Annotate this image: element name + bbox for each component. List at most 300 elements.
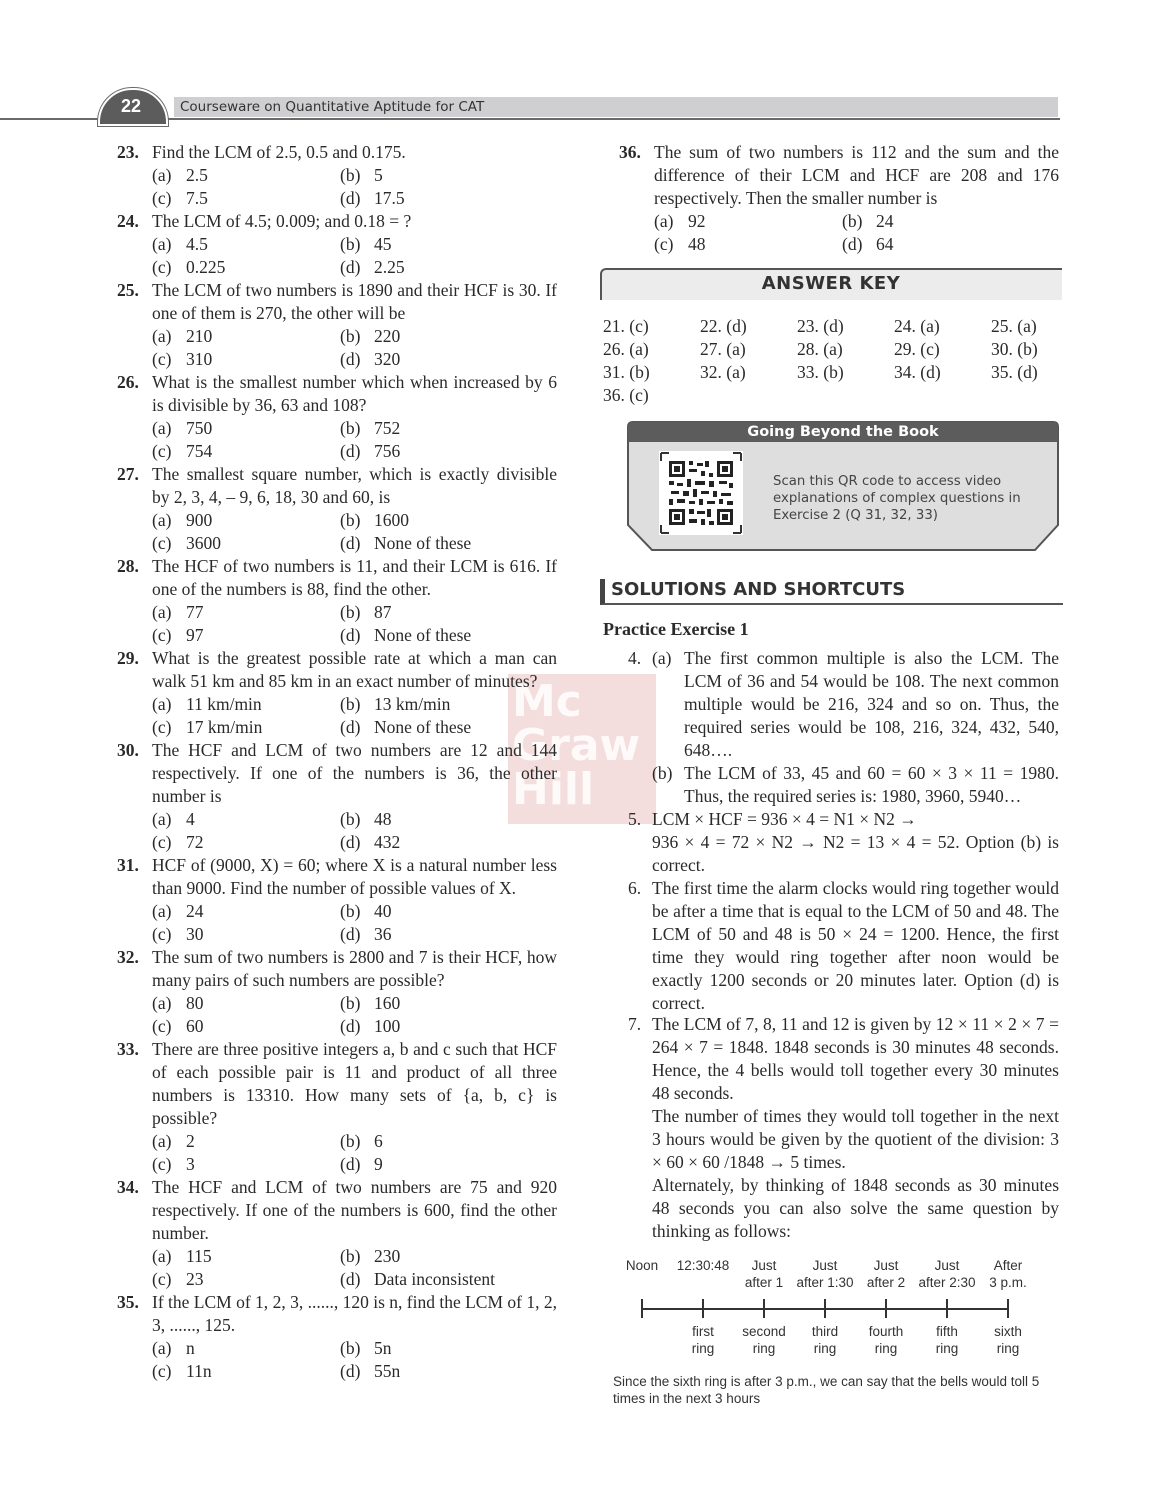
option-label: (b) — [340, 1338, 361, 1358]
question-text: What is the greatest possible rate at which a man can walk 51 km and 85 km in an exact number of minutes? — [152, 648, 557, 691]
solution-part-label: (a) — [652, 648, 672, 668]
option-b[interactable] — [340, 1245, 557, 1268]
option-value: 97 — [186, 625, 204, 645]
watermark-line: Mc — [512, 676, 582, 727]
answer-key-entry: 32. (a) — [700, 362, 746, 382]
option-d[interactable] — [340, 923, 557, 946]
option-value: 24 — [876, 211, 894, 231]
option-d[interactable] — [340, 1268, 557, 1291]
option-value: 160 — [374, 993, 401, 1013]
question-text: Find the LCM of 2.5, 0.5 and 0.175. — [152, 142, 406, 162]
time-line1: Just — [934, 1258, 960, 1273]
option-value: 64 — [876, 234, 894, 254]
timeline-tick — [702, 1299, 704, 1318]
option-c[interactable] — [152, 187, 340, 210]
option-value: 48 — [374, 809, 392, 829]
option-label: (a) — [152, 1131, 172, 1151]
time-line2: after 1 — [744, 1275, 784, 1290]
option-value: n — [186, 1338, 195, 1358]
option-c[interactable] — [152, 440, 340, 463]
option-a[interactable] — [654, 210, 842, 233]
answer-key-entry: 30. (b) — [991, 339, 1038, 359]
option-label: (d) — [340, 1016, 361, 1036]
option-a[interactable] — [152, 1130, 340, 1153]
option-value: 92 — [688, 211, 706, 231]
option-b[interactable] — [340, 1337, 557, 1360]
option-label: (b) — [340, 1246, 361, 1266]
option-label: (c) — [152, 349, 172, 369]
question-text: The HCF and LCM of two numbers are 75 and 920 respectively. If one of the numbers is 600, find the other number. — [152, 1177, 557, 1243]
question-options — [152, 233, 557, 279]
ring-line2: ring — [813, 1341, 837, 1356]
option-value: 4 — [186, 809, 195, 829]
option-label: (b) — [340, 418, 361, 438]
option-label: (b) — [340, 234, 361, 254]
question-options — [152, 509, 557, 555]
answer-key-entry: 21. (c) — [603, 316, 649, 336]
question-item — [117, 210, 557, 279]
going-beyond-box — [627, 421, 1059, 551]
question-text: The LCM of two numbers is 1890 and their HCF is 30. If one of them is 270, the other will be — [152, 280, 557, 323]
option-value: 17 km/min — [186, 717, 263, 737]
option-label: (c) — [152, 257, 172, 277]
option-label: (a) — [152, 510, 172, 530]
option-label: (a) — [152, 993, 172, 1013]
option-value: 45 — [374, 234, 392, 254]
option-a[interactable] — [152, 1337, 340, 1360]
question-number: 26. — [117, 372, 139, 392]
solution-line: 936 × 4 = 72 × N2 → N2 = 13 × 4 = 52. Option (b) is correct. — [652, 832, 1059, 875]
option-label: (c) — [152, 533, 172, 553]
option-a[interactable] — [152, 900, 340, 923]
option-label: (c) — [152, 441, 172, 461]
option-label: (d) — [340, 257, 361, 277]
question-item — [117, 647, 557, 739]
question-options — [152, 601, 557, 647]
option-c[interactable] — [152, 256, 340, 279]
option-value: None of these — [374, 717, 472, 737]
question-text: The sum of two numbers is 2800 and 7 is their HCF, how many pairs of such numbers are possible? — [152, 947, 557, 990]
option-value: 48 — [688, 234, 706, 254]
option-label: (c) — [152, 832, 172, 852]
option-a[interactable] — [152, 601, 340, 624]
solution-part-text: The LCM of 33, 45 and 60 = 60 × 3 × 11 = 1980. Thus, the required series is: 1980, 3960, 5940… — [684, 763, 1059, 806]
option-label: (c) — [152, 924, 172, 944]
option-value: 60 — [186, 1016, 204, 1036]
option-label: (c) — [152, 188, 172, 208]
option-c[interactable] — [152, 1360, 340, 1383]
book-title: Courseware on Quantitative Aptitude for CAT — [180, 99, 485, 115]
question-options — [152, 1245, 557, 1291]
option-value: 310 — [186, 349, 213, 369]
ring-line2: ring — [691, 1341, 715, 1356]
question-text: The HCF of two numbers is 11, and their LCM is 616. If one of the numbers is 88, find the other. — [152, 556, 557, 599]
solution-line: LCM × HCF = 936 × 4 = N1 × N2 → — [652, 809, 917, 829]
option-value: 23 — [186, 1269, 204, 1289]
solution-4b — [652, 762, 1059, 808]
option-d[interactable] — [340, 532, 557, 555]
answer-key-entry: 27. (a) — [700, 339, 746, 359]
solution-number: 4. — [628, 648, 642, 668]
option-label: (d) — [340, 188, 361, 208]
option-label: (a) — [152, 326, 172, 346]
practice-exercise-title: Practice Exercise 1 — [603, 619, 749, 639]
option-label: (b) — [340, 901, 361, 921]
option-value: 7.5 — [186, 188, 208, 208]
question-text: HCF of (9000, X) = 60; where X is a natural number less than 9000. Find the number of possible values of X. — [152, 855, 557, 898]
option-value: 754 — [186, 441, 213, 461]
option-c[interactable] — [152, 831, 340, 854]
option-value: 432 — [374, 832, 401, 852]
question-item — [117, 946, 557, 1038]
ring-line1: fifth — [936, 1324, 958, 1339]
question-number: 25. — [117, 280, 139, 300]
option-a[interactable] — [152, 509, 340, 532]
option-b[interactable] — [340, 417, 557, 440]
question-options — [654, 210, 1059, 256]
solution-paragraph: Alternately, by thinking of 1848 seconds as 30 minutes 48 seconds you can also solve the same question by thinking as follows: — [652, 1175, 1059, 1241]
option-b[interactable] — [340, 325, 557, 348]
option-label: (a) — [152, 694, 172, 714]
time-line2: after 2 — [866, 1275, 906, 1290]
option-value: 220 — [374, 326, 401, 346]
option-b[interactable] — [340, 509, 557, 532]
option-value: 210 — [186, 326, 213, 346]
option-d[interactable] — [340, 831, 557, 854]
option-value: 36 — [374, 924, 392, 944]
option-a[interactable] — [152, 164, 340, 187]
answer-key-entry: 28. (a) — [797, 339, 843, 359]
option-value: 752 — [374, 418, 401, 438]
time-line2: after 1:30 — [796, 1275, 854, 1290]
option-label: (c) — [152, 1361, 172, 1381]
ring-line1: second — [742, 1324, 786, 1339]
option-c[interactable] — [152, 1268, 340, 1291]
question-options — [152, 1337, 557, 1383]
option-b[interactable] — [340, 233, 557, 256]
question-options — [152, 325, 557, 371]
option-label: (d) — [842, 234, 863, 254]
option-label: (c) — [152, 1269, 172, 1289]
solution-5 — [628, 808, 1059, 877]
question-item — [117, 854, 557, 946]
option-c[interactable] — [152, 1015, 340, 1038]
question-item — [117, 463, 557, 555]
question-number: 33. — [117, 1039, 139, 1059]
option-d[interactable] — [340, 716, 557, 739]
question-text: The LCM of 4.5; 0.009; and 0.18 = ? — [152, 211, 412, 231]
option-value: 80 — [186, 993, 204, 1013]
answer-key-entry: 33. (b) — [797, 362, 844, 382]
option-value: 0.225 — [186, 257, 226, 277]
option-value: 2.25 — [374, 257, 405, 277]
option-value: 5n — [374, 1338, 392, 1358]
question-number: 23. — [117, 142, 139, 162]
option-label: (d) — [340, 924, 361, 944]
time-line1: Noon — [625, 1258, 659, 1273]
page-number: 22 — [120, 96, 142, 116]
time-line1: Just — [873, 1258, 899, 1273]
option-label: (b) — [340, 694, 361, 714]
option-d[interactable] — [842, 233, 1059, 256]
option-label: (a) — [152, 809, 172, 829]
option-value: 72 — [186, 832, 204, 852]
question-number: 36. — [619, 142, 641, 162]
option-label: (c) — [654, 234, 674, 254]
option-b[interactable] — [340, 808, 557, 831]
option-value: 87 — [374, 602, 392, 622]
option-value: 2 — [186, 1131, 195, 1151]
ring-line1: first — [692, 1324, 714, 1339]
option-value: 9 — [374, 1154, 383, 1174]
solution-paragraph: The number of times they would toll together in the next 3 hours would be given by the quotient of the division: 3 × 60 × 60 /1848 → 5 times. — [652, 1106, 1059, 1172]
solution-part-text: The first common multiple is also the LCM. The LCM of 36 and 54 would be 108. The next common multiple would be 216, 324 and so on. Thus, the required series would be 108, 216, 324, 432, 540, 648…. — [684, 648, 1059, 760]
question-options — [152, 1130, 557, 1176]
option-label: (b) — [340, 809, 361, 829]
option-b[interactable] — [842, 210, 1059, 233]
watermark-line: Hill — [512, 764, 595, 815]
option-value: 756 — [374, 441, 401, 461]
question-number: 34. — [117, 1177, 139, 1197]
time-line1: After — [993, 1258, 1023, 1273]
question-number: 24. — [117, 211, 139, 231]
timeline-tick — [885, 1299, 887, 1318]
timeline-tick — [824, 1299, 826, 1318]
option-label: (b) — [842, 211, 863, 231]
option-label: (a) — [152, 1338, 172, 1358]
option-d[interactable] — [340, 348, 557, 371]
solution-number: 6. — [628, 878, 642, 898]
answer-key-entry: 26. (a) — [603, 339, 649, 359]
option-label: (c) — [152, 1016, 172, 1036]
question-text: If the LCM of 1, 2, 3, ......, 120 is n, find the LCM of 1, 2, 3, ......, 125. — [152, 1292, 557, 1335]
answer-key-entry: 23. (d) — [797, 316, 844, 336]
option-label: (a) — [654, 211, 674, 231]
option-value: 320 — [374, 349, 401, 369]
question-text: The HCF and LCM of two numbers are 12 and 144 respectively. If one of the numbers is 36, the other number is — [152, 740, 557, 806]
option-label: (a) — [152, 602, 172, 622]
option-c[interactable] — [152, 1153, 340, 1176]
time-line1: 12:30:48 — [676, 1258, 730, 1273]
option-value: 230 — [374, 1246, 401, 1266]
option-b[interactable] — [340, 1130, 557, 1153]
option-a[interactable] — [152, 417, 340, 440]
solution-4a — [652, 647, 1059, 762]
time-line2: after 2:30 — [918, 1275, 976, 1290]
option-c[interactable] — [152, 716, 340, 739]
option-label: (d) — [340, 441, 361, 461]
ring-line2: ring — [752, 1341, 776, 1356]
option-a[interactable] — [152, 808, 340, 831]
option-label: (b) — [340, 602, 361, 622]
question-item — [117, 279, 557, 371]
timeline-time-label — [968, 1257, 1048, 1291]
question-number: 32. — [117, 947, 139, 967]
questions-right-column — [619, 141, 1059, 256]
question-number: 28. — [117, 556, 139, 576]
option-a[interactable] — [152, 693, 340, 716]
option-d[interactable] — [340, 1360, 557, 1383]
option-value: None of these — [374, 533, 472, 553]
solutions-title: SOLUTIONS AND SHORTCUTS — [611, 579, 906, 600]
answer-key-entry: 31. (b) — [603, 362, 650, 382]
solution-text: The first time the alarm clocks would ring together would be after a time that is equal to the LCM of 50 and 48. The LCM of 50 and 48 is 50 × 24 = 1200. Hence, the first time they would ring together after noon would be exactly 1200 seconds or 20 minutes later. Option (d) is correct. — [652, 878, 1059, 1013]
option-label: (d) — [340, 1269, 361, 1289]
answer-key-entry: 24. (a) — [894, 316, 940, 336]
time-line2: 3 p.m. — [989, 1275, 1027, 1290]
question-options — [152, 693, 557, 739]
option-a[interactable] — [152, 992, 340, 1015]
timeline-tick — [641, 1299, 643, 1318]
question-item — [117, 1038, 557, 1176]
timeline-tick — [763, 1299, 765, 1318]
time-line1: Just — [812, 1258, 838, 1273]
option-label: (a) — [152, 165, 172, 185]
question-options — [152, 900, 557, 946]
timeline-tick — [1007, 1299, 1009, 1318]
question-options — [152, 417, 557, 463]
option-a[interactable] — [152, 1245, 340, 1268]
option-label: (c) — [152, 1154, 172, 1174]
timeline-ring-label — [968, 1323, 1048, 1357]
watermark-line: Graw — [512, 720, 641, 771]
option-value: 13 km/min — [374, 694, 451, 714]
question-item — [117, 739, 557, 854]
option-label: (b) — [340, 1131, 361, 1151]
questions-left-column — [117, 141, 557, 1383]
question-item — [117, 1291, 557, 1383]
solution-4 — [628, 647, 1059, 808]
option-value: 4.5 — [186, 234, 208, 254]
option-d[interactable] — [340, 1015, 557, 1038]
solution-part-label: (b) — [652, 763, 673, 783]
option-value: 1600 — [374, 510, 409, 530]
question-item — [117, 1176, 557, 1291]
question-item — [117, 141, 557, 210]
question-number: 29. — [117, 648, 139, 668]
option-a[interactable] — [152, 233, 340, 256]
option-label: (b) — [340, 993, 361, 1013]
option-value: 115 — [186, 1246, 212, 1266]
question-text: What is the smallest number which when increased by 6 is divisible by 36, 63 and 108? — [152, 372, 557, 415]
option-value: 40 — [374, 901, 392, 921]
option-value: 5 — [374, 165, 383, 185]
option-label: (b) — [340, 165, 361, 185]
option-label: (b) — [340, 510, 361, 530]
ring-line1: fourth — [868, 1324, 904, 1339]
option-b[interactable] — [340, 900, 557, 923]
option-d[interactable] — [340, 187, 557, 210]
answer-key-entry: 25. (a) — [991, 316, 1037, 336]
option-value: 30 — [186, 924, 204, 944]
going-beyond-title: Going Beyond the Book — [747, 424, 939, 440]
option-value: 6 — [374, 1131, 383, 1151]
bell-timeline-diagram — [600, 1255, 1060, 1415]
answer-key-entry: 34. (d) — [894, 362, 941, 382]
option-value: 77 — [186, 602, 204, 622]
question-number: 31. — [117, 855, 139, 875]
qr-code-icon[interactable] — [659, 451, 743, 535]
solution-paragraph: The LCM of 7, 8, 11 and 12 is given by 12 × 11 × 2 × 7 = 264 × 7 = 1848. 1848 seconds is 30 minutes 48 seconds. Hence, the 4 bells would toll together every 30 minutes 48 seconds. — [652, 1014, 1059, 1103]
question-options — [152, 164, 557, 210]
option-label: (b) — [340, 326, 361, 346]
solution-6 — [628, 877, 1059, 1015]
ring-line1: sixth — [994, 1324, 1022, 1339]
option-value: 55n — [374, 1361, 401, 1381]
option-label: (c) — [152, 625, 172, 645]
question-text: The sum of two numbers is 112 and the sum and the difference of their LCM and HCF are 208 and 176 respectively. Then the smaller number is — [654, 142, 1059, 208]
solution-number: 7. — [628, 1014, 642, 1034]
option-a[interactable] — [152, 325, 340, 348]
option-c[interactable] — [152, 923, 340, 946]
question-text: The smallest square number, which is exactly divisible by 2, 3, 4, – 9, 6, 18, 30 and 60, is — [152, 464, 557, 507]
answer-key-entry: 29. (c) — [894, 339, 940, 359]
option-label: (a) — [152, 1246, 172, 1266]
option-d[interactable] — [340, 1153, 557, 1176]
option-value: Data inconsistent — [374, 1269, 496, 1289]
option-label: (a) — [152, 234, 172, 254]
ring-line2: ring — [996, 1341, 1020, 1356]
option-value: 900 — [186, 510, 213, 530]
option-value: 2.5 — [186, 165, 208, 185]
answer-key-entry: 36. (c) — [603, 385, 649, 405]
question-text: There are three positive integers a, b and c such that HCF of each possible pair is 11 and product of all three numbers is 13310. How many sets of {a, b, c} is possible? — [152, 1039, 557, 1128]
time-line1: Just — [751, 1258, 777, 1273]
question-item — [619, 141, 1059, 256]
question-number: 35. — [117, 1292, 139, 1312]
option-c[interactable] — [152, 348, 340, 371]
option-b[interactable] — [340, 601, 557, 624]
option-value: 11 km/min — [186, 694, 262, 714]
option-value: 100 — [374, 1016, 401, 1036]
ring-line1: third — [811, 1324, 839, 1339]
option-b[interactable] — [340, 693, 557, 716]
option-value: 17.5 — [374, 188, 405, 208]
question-number: 30. — [117, 740, 139, 760]
ring-line2: ring — [935, 1341, 959, 1356]
option-d[interactable] — [340, 624, 557, 647]
option-label: (d) — [340, 1154, 361, 1174]
solution-number: 5. — [628, 809, 642, 829]
option-label: (d) — [340, 832, 361, 852]
option-value: 3600 — [186, 533, 221, 553]
ring-line2: ring — [874, 1341, 898, 1356]
option-d[interactable] — [340, 256, 557, 279]
option-b[interactable] — [340, 164, 557, 187]
answer-key-title: ANSWER KEY — [761, 273, 901, 294]
going-beyond-text: Scan this QR code to access video explanations of complex questions in Exercise 2 (Q 31, 32, 33) — [773, 474, 1021, 523]
solution-7 — [628, 1013, 1059, 1243]
option-label: (d) — [340, 1361, 361, 1381]
option-label: (c) — [152, 717, 172, 737]
timeline-note: Since the sixth ring is after 3 p.m., we can say that the bells would toll 5 times in the next 3 hours — [613, 1374, 1040, 1406]
option-label: (d) — [340, 349, 361, 369]
option-value: 24 — [186, 901, 204, 921]
answer-key-entry: 22. (d) — [700, 316, 747, 336]
answer-key-entry: 35. (d) — [991, 362, 1038, 382]
option-c[interactable] — [152, 532, 340, 555]
option-label: (a) — [152, 418, 172, 438]
option-c[interactable] — [152, 624, 340, 647]
question-item — [117, 371, 557, 463]
option-b[interactable] — [340, 992, 557, 1015]
option-value: 3 — [186, 1154, 195, 1174]
option-d[interactable] — [340, 440, 557, 463]
option-value: None of these — [374, 625, 472, 645]
option-c[interactable] — [654, 233, 842, 256]
timeline-tick — [946, 1299, 948, 1318]
question-item — [117, 555, 557, 647]
